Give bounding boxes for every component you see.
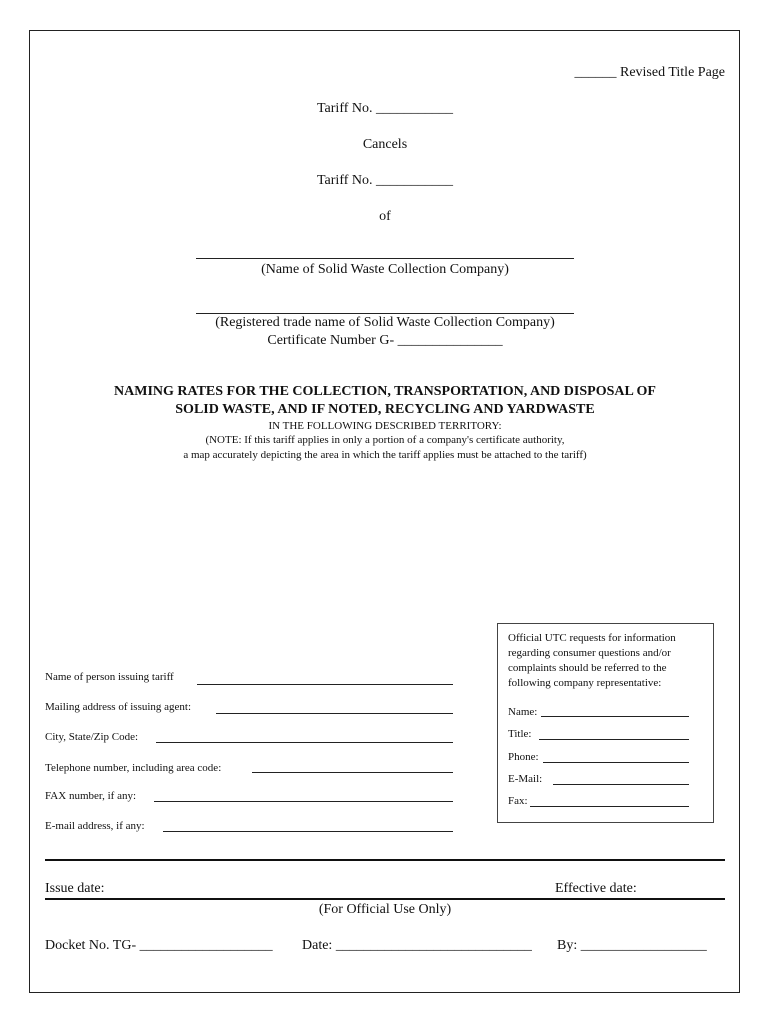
company-name-caption: (Name of Solid Waste Collection Company) [261, 262, 509, 277]
utc-name-label: Name: [508, 706, 538, 718]
fax-field [45, 790, 136, 802]
note-line-2: a map accurately depicting the area in which the tariff applies must be attached to the tariff) [183, 449, 587, 461]
certificate-number: Certificate Number G- _______________ [267, 333, 503, 348]
telephone-input[interactable] [252, 772, 453, 773]
email-label: E-mail address, if any: [45, 820, 145, 832]
title-line-1: NAMING RATES FOR THE COLLECTION, TRANSPORTATION, AND DISPOSAL OF [114, 384, 656, 399]
utc-intro-line: following company representative: [508, 677, 662, 689]
utc-phone-label: Phone: [508, 751, 539, 763]
utc-title-input[interactable] [539, 739, 689, 740]
trade-name-caption: (Registered trade name of Solid Waste Collection Company) [215, 315, 555, 330]
footer-mid-rule [45, 898, 725, 900]
city-state-zip-label: City, State/Zip Code: [45, 731, 139, 743]
revised-title-page: ______ Revised Title Page [574, 65, 725, 80]
telephone-label: Telephone number, including area code: [45, 762, 222, 774]
official-use-caption: (For Official Use Only) [318, 902, 452, 917]
city-state-zip-input[interactable] [156, 742, 453, 743]
fax-input[interactable] [154, 801, 453, 802]
fax-label: FAX number, if any: [45, 790, 137, 802]
by-field: By: __________________ [557, 938, 707, 953]
title-line-3: IN THE FOLLOWING DESCRIBED TERRITORY: [268, 420, 502, 432]
utc-fax-input[interactable] [530, 806, 689, 807]
utc-intro [508, 631, 676, 691]
utc-title-label: Title: [508, 728, 532, 740]
utc-fax-label: Fax: [508, 795, 528, 807]
cancelled-tariff-no-line: Tariff No. ___________ [316, 173, 454, 188]
email-field [45, 820, 145, 832]
official-date-field: Date: ____________________________ [302, 938, 532, 953]
docket-number-field: Docket No. TG- ___________________ [45, 938, 273, 953]
mailing-address-input[interactable] [216, 713, 453, 714]
utc-email-label: E-Mail: [508, 773, 543, 785]
company-name-line [196, 258, 574, 259]
issuer-name-input[interactable] [197, 684, 453, 685]
trade-name-line [196, 313, 574, 314]
issuer-name-field [45, 671, 174, 683]
issue-date-label: Issue date: [45, 881, 105, 896]
cancels-text: Cancels [362, 137, 408, 152]
effective-date-label: Effective date: [555, 881, 637, 896]
email-input[interactable] [163, 831, 453, 832]
mailing-address-field [45, 701, 191, 713]
title-line-2: SOLID WASTE, AND IF NOTED, RECYCLING AND YARDWASTE [175, 402, 595, 417]
city-state-zip-field [45, 731, 138, 743]
mailing-address-label: Mailing address of issuing agent: [45, 701, 192, 713]
utc-name-input[interactable] [541, 716, 689, 717]
tariff-no-line: Tariff No. ___________ [316, 101, 454, 116]
of-text: of [379, 209, 391, 224]
utc-intro-line: complaints should be referred to the [508, 662, 667, 674]
note-line-1: (NOTE: If this tariff applies in only a portion of a company's certificate authority, [205, 434, 565, 446]
utc-intro-line: regarding consumer questions and/or [508, 647, 671, 659]
utc-intro-line: Official UTC requests for information [508, 632, 676, 644]
utc-phone-input[interactable] [543, 762, 689, 763]
footer-top-rule [45, 859, 725, 861]
utc-email-input[interactable] [553, 784, 689, 785]
telephone-field [45, 762, 221, 774]
issuer-name-label: Name of person issuing tariff [45, 671, 174, 683]
